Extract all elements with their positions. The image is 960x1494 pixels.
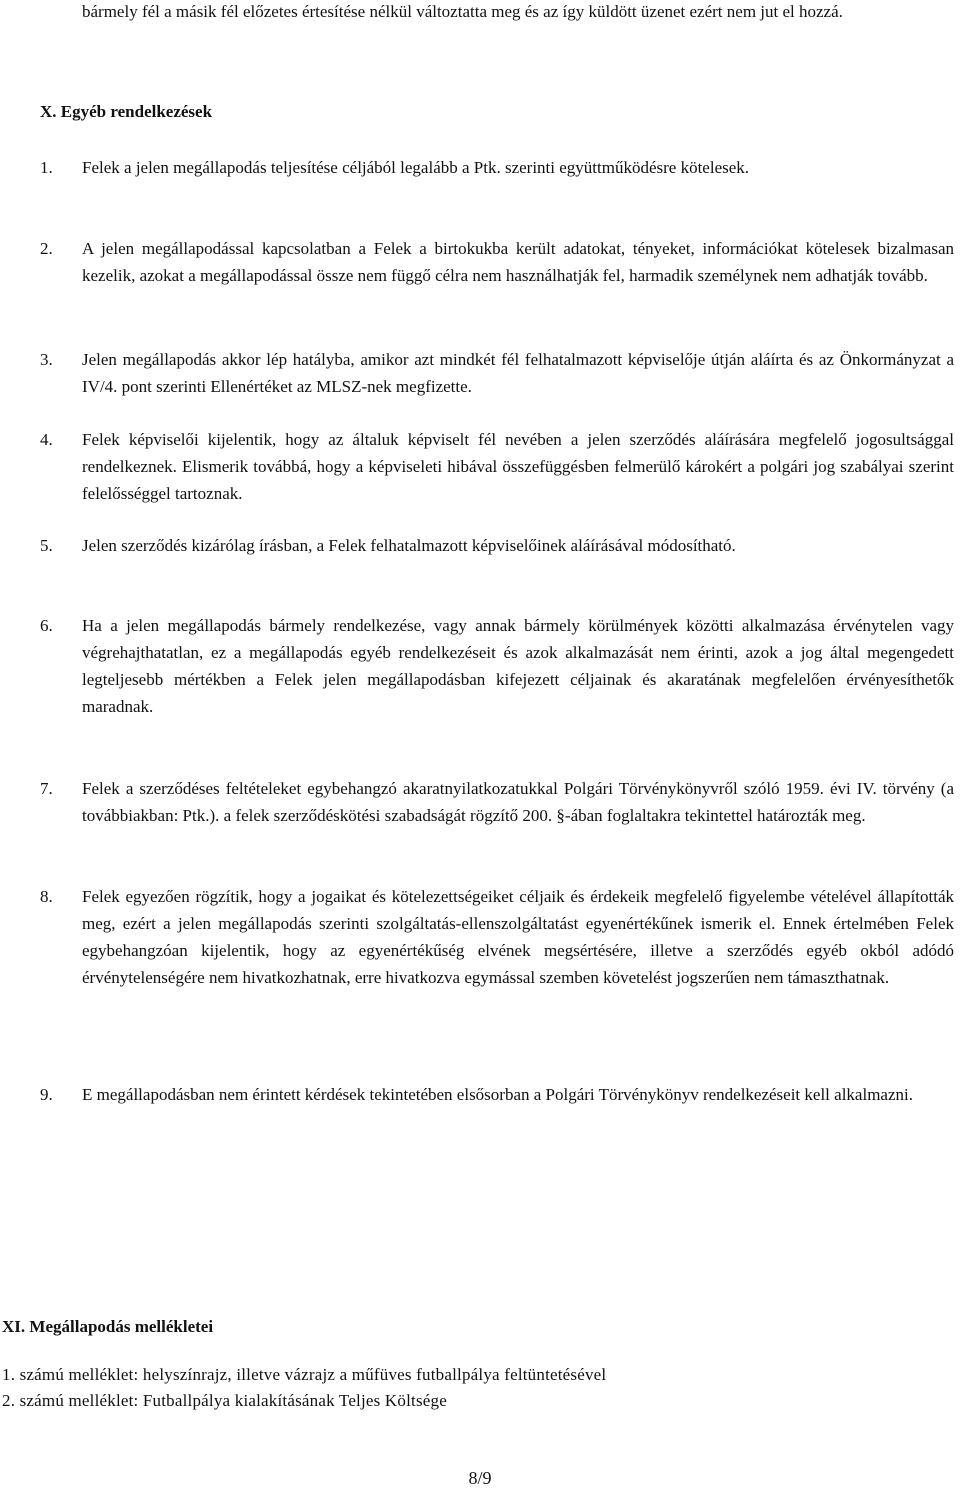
list-item-number: 1. (40, 158, 53, 177)
attachment-item: 2. számú melléklet: Futballpálya kialakításának Teljes Költsége (2, 1391, 447, 1410)
attachment-item: 1. számú melléklet: helyszínrajz, illetve vázrajz a műfüves futballpálya feltüntetésével (2, 1365, 607, 1384)
list-item-text: E megállapodásban nem érintett kérdések tekintetében elsősorban a Polgári Törvénykönyv rendelkezéseit kell alkalmazni. (82, 1085, 913, 1104)
list-item-number: 4. (40, 430, 53, 449)
list-item (40, 426, 954, 507)
list-item-number: 3. (40, 350, 53, 369)
section-xi-number: XI. (2, 1317, 26, 1336)
section-x-number: X. (40, 102, 57, 121)
section-x-heading (40, 98, 212, 125)
list-item-number: 7. (40, 779, 53, 798)
list-item (40, 1081, 954, 1108)
section-xi-heading (2, 1313, 213, 1340)
list-item-text: Jelen megállapodás akkor lép hatályba, amikor azt mindkét fél felhatalmazott képviselője útján aláírta és az Önkormányzat a IV/4. pont szerinti Ellenértéket az MLSZ-nek megfizette. (82, 350, 954, 396)
list-item-number: 2. (40, 239, 53, 258)
list-item-text: Felek a szerződéses feltételeket egybehangzó akaratnyilatkozatukkal Polgári Törvénykönyvről szóló 1959. évi IV. törvény (a továbbiakban: Ptk.). a felek szerződéskötési szabadságát rögzítő 200. §-ában foglaltakra tekintettel határozták meg. (82, 779, 954, 825)
list-item-text: Ha a jelen megállapodás bármely rendelkezése, vagy annak bármely körülmények közötti alkalmazása érvénytelen vagy végrehajthatatlan, ez a megállapodás egyéb rendelkezéseit és azok alkalmazását nem érinti, azok a jog által megengedett legteljesebb mértékben a Felek jelen megállapodásban kifejezett céljainak és akaratának megfelelően érvényesíthetők maradnak. (82, 616, 954, 716)
list-item (40, 883, 954, 991)
list-item-number: 8. (40, 887, 53, 906)
list-item (40, 235, 954, 289)
list-item (40, 775, 954, 829)
list-item-text: Jelen szerződés kizárólag írásban, a Felek felhatalmazott képviselőinek aláírásával módosítható. (82, 536, 736, 555)
intro-paragraph: bármely fél a másik fél előzetes értesítése nélkül változtatta meg és az így küldött üzenet ezért nem jut el hozzá. (82, 2, 843, 21)
list-item-number: 5. (40, 536, 53, 555)
list-item-text: Felek egyezően rögzítik, hogy a jogaikat és kötelezettségeiket céljaik és érdekeik megfelelő figyelembe vételével állapították meg, ezért a jelen megállapodás szerinti szolgáltatás-ellenszolgáltatást egyenértékűnek ismerik el. Ennek értelmében Felek egybehangzóan kijelentik, hogy az egyenértékűség elvének megsértésére, illetve a szerződés egyéb okból adódó érvénytelenségére nem hivatkozhatnak, erre hivatkozva egymással szemben követelést jogszerűen nem támaszthatnak. (82, 887, 954, 987)
section-xi-title: Megállapodás mellékletei (29, 1317, 214, 1336)
list-item-text: Felek képviselői kijelentik, hogy az általuk képviselt fél nevében a jelen szerződés aláírására megfelelő jogosultsággal rendelkeznek. Elismerik továbbá, hogy a képviseleti hibával összefüggésben felmerülő károkért a polgári jog szabályai szerint felelősséggel tartoznak. (82, 430, 954, 503)
list-item-number: 9. (40, 1085, 53, 1104)
section-x-title: Egyéb rendelkezések (60, 102, 213, 121)
list-item (40, 346, 954, 400)
list-item (40, 612, 954, 720)
list-item-number: 6. (40, 616, 53, 635)
list-item (40, 532, 954, 559)
list-item-text: Felek a jelen megállapodás teljesítése céljából legalább a Ptk. szerinti együttműködésre kötelesek. (82, 158, 750, 177)
page-number: 8/9 (468, 1468, 492, 1488)
list-item (40, 154, 954, 181)
list-item-text: A jelen megállapodással kapcsolatban a Felek a birtokukba került adatokat, tényeket, információkat kötelesek bizalmasan kezelik, azokat a megállapodással össze nem függő célra nem használhatják fel, harmadik személynek nem adhatják tovább. (82, 239, 954, 285)
